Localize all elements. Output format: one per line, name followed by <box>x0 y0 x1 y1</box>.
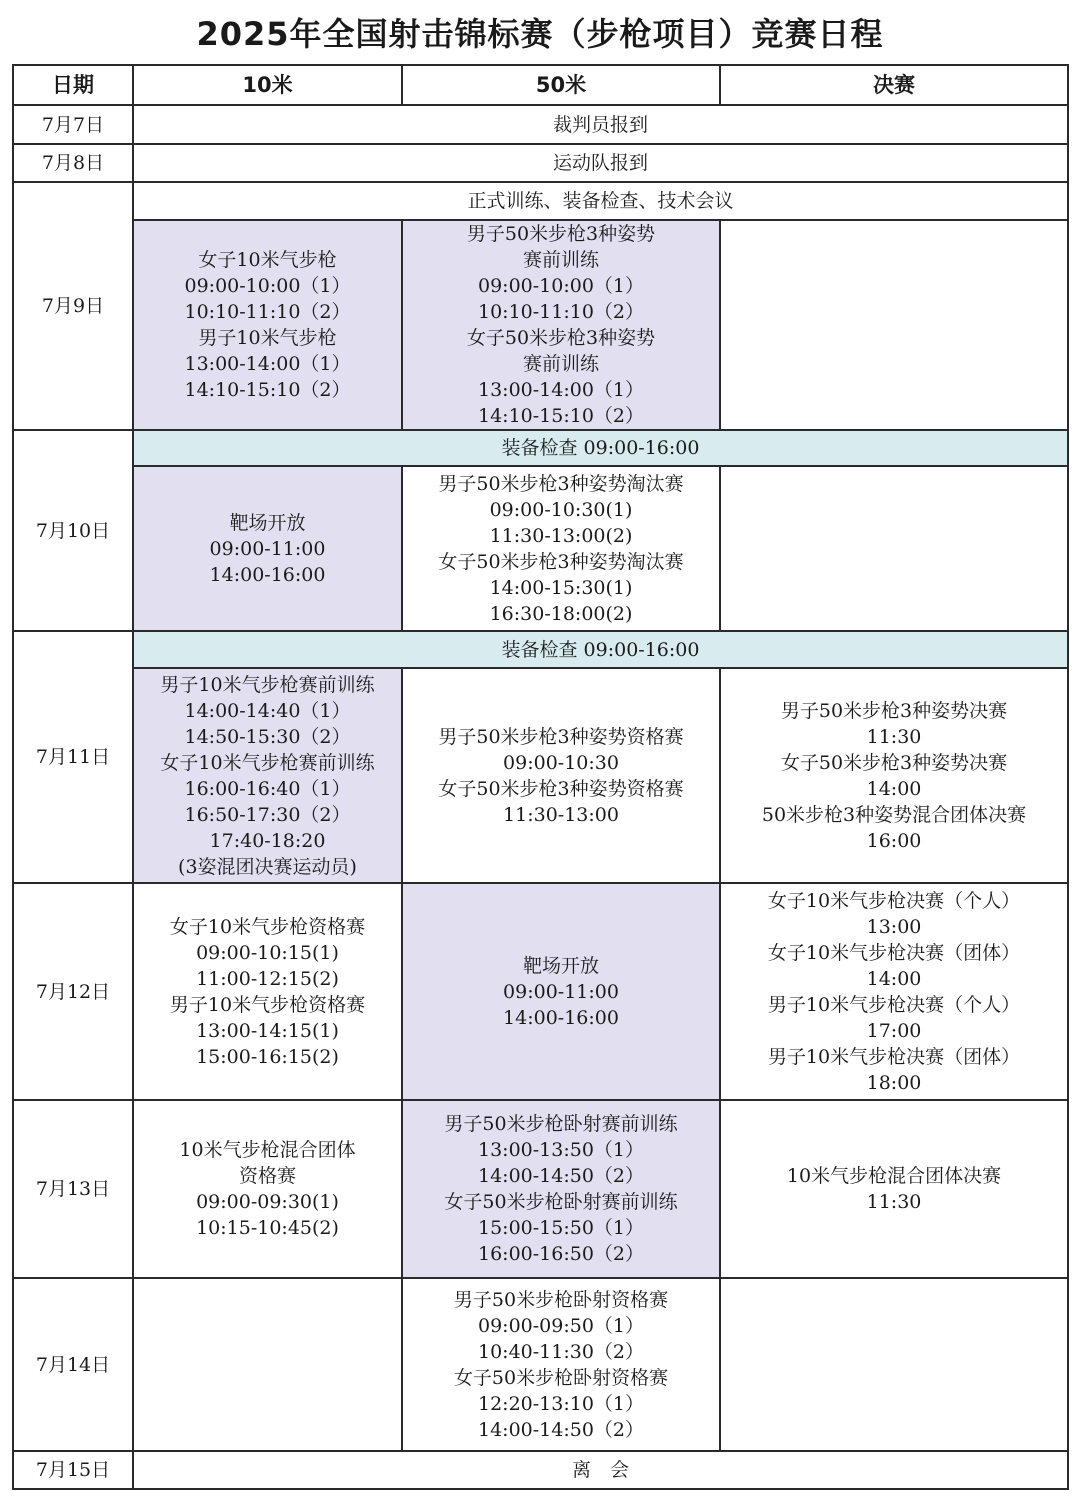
schedule-line: 14:00 <box>866 967 922 990</box>
cell-10m <box>133 466 402 631</box>
schedule-line: 10米气步枪混合团体决赛 <box>786 1165 1002 1187</box>
cell-final-empty <box>720 466 1068 631</box>
date-cell: 7月10日 <box>13 430 133 631</box>
schedule-line: 男子50米步枪3种姿势决赛 <box>780 699 1008 722</box>
date-cell: 7月11日 <box>13 631 133 883</box>
schedule-line: 女子50米步枪3种姿势 <box>466 327 656 349</box>
schedule-line: 女子50米步枪3种姿势资格赛 <box>438 777 684 800</box>
schedule-line: 10:10-11:10（2） <box>184 301 351 323</box>
header-50m: 50米 <box>402 65 720 105</box>
row-jul11-banner <box>13 631 1068 668</box>
full-width-cell: 运动队报到 <box>133 144 1068 182</box>
schedule-line: 10:15-10:45(2) <box>196 1217 339 1239</box>
schedule-line: 14:00 <box>866 777 922 800</box>
full-width-cell: 裁判员报到 <box>133 105 1068 144</box>
cell-10m <box>133 668 402 883</box>
schedule-line: 14:00-14:50（2） <box>477 1165 645 1187</box>
cell-final <box>720 668 1068 883</box>
schedule-line: 50米步枪3种姿势混合团体决赛 <box>761 803 1027 826</box>
schedule-line: 女子50米步枪3种姿势淘汰赛 <box>438 550 684 573</box>
row-jul11 <box>13 668 1068 883</box>
schedule-line: 09:00-10:00（1） <box>477 275 645 297</box>
schedule-line: 09:00-09:30(1) <box>196 1191 339 1213</box>
schedule-line: 靶场开放 <box>522 954 599 977</box>
schedule-line: 16:00-16:50（2） <box>477 1243 645 1265</box>
schedule-line: 男子50米步枪卧射赛前训练 <box>444 1113 678 1135</box>
schedule-line: 11:30-13:00(2) <box>489 524 633 547</box>
schedule-line: 男子50米步枪3种姿势资格赛 <box>438 725 684 748</box>
header-10m: 10米 <box>133 65 402 105</box>
schedule-line: 女子10米气步枪资格赛 <box>169 915 366 938</box>
schedule-line: 女子10米气步枪 <box>198 249 337 271</box>
schedule-line: 13:00-14:15(1) <box>196 1019 339 1042</box>
row-jul10-banner <box>13 430 1068 466</box>
schedule-line: (3姿混团决赛运动员) <box>178 855 357 878</box>
schedule-line: 女子10米气步枪决赛（个人） <box>767 889 1021 912</box>
cell-10m-empty <box>133 1278 402 1451</box>
schedule-line: 16:50-17:30（2） <box>184 803 351 826</box>
cell-50m <box>402 668 720 883</box>
schedule-line: 09:00-10:30(1) <box>489 498 633 521</box>
schedule-line: 14:00-16:00 <box>503 1006 619 1029</box>
schedule-line: 资格赛 <box>238 1165 296 1187</box>
schedule-line: 13:00-14:00（1） <box>184 353 351 375</box>
schedule-line: 14:00-14:50（2） <box>477 1418 645 1441</box>
schedule-line: 15:00-16:15(2) <box>196 1045 339 1068</box>
schedule-line: 13:00 <box>866 915 922 938</box>
date-cell: 7月13日 <box>13 1100 133 1278</box>
schedule-line: 14:50-15:30（2） <box>184 725 351 748</box>
cell-final-empty <box>720 1278 1068 1451</box>
schedule-line: 11:30-13:00 <box>503 803 619 826</box>
page-title: 2025年全国射击锦标赛（步枪项目）竞赛日程 <box>196 15 884 53</box>
schedule-line: 13:00-13:50（1） <box>477 1139 645 1161</box>
header-date: 日期 <box>13 65 133 105</box>
cell-10m <box>133 220 402 430</box>
cell-50m <box>402 466 720 631</box>
date-cell: 7月12日 <box>13 883 133 1100</box>
cell-10m <box>133 1100 402 1278</box>
row-jul13 <box>13 1100 1068 1278</box>
schedule-line: 12:20-13:10（1） <box>477 1392 645 1415</box>
date-cell: 7月7日 <box>13 105 133 144</box>
date-cell: 7月14日 <box>13 1278 133 1451</box>
schedule-line: 16:00 <box>866 829 922 852</box>
cell-final <box>720 883 1068 1100</box>
schedule-line: 14:00-14:40（1） <box>184 699 351 722</box>
row-jul15 <box>13 1451 1068 1489</box>
schedule-line: 11:30 <box>866 1191 922 1213</box>
full-width-cell: 离 会 <box>133 1451 1068 1489</box>
schedule-line: 男子50米步枪3种姿势 <box>466 223 656 245</box>
cell-final-empty <box>720 220 1068 430</box>
schedule-line: 女子50米步枪卧射资格赛 <box>453 1366 669 1389</box>
row-jul9-banner <box>13 182 1068 220</box>
date-cell: 7月9日 <box>13 182 133 430</box>
schedule-line: 女子50米步枪卧射赛前训练 <box>444 1191 678 1213</box>
row-jul9 <box>13 220 1068 430</box>
schedule-line: 男子10米气步枪决赛（个人） <box>767 993 1021 1016</box>
row-jul8 <box>13 144 1068 182</box>
schedule-line: 14:00-15:30(1) <box>489 576 633 599</box>
row-jul12 <box>13 883 1068 1100</box>
schedule-line: 女子10米气步枪赛前训练 <box>160 751 375 774</box>
schedule-line: 17:00 <box>866 1019 922 1042</box>
schedule-line: 16:30-18:00(2) <box>489 602 633 625</box>
row-jul7 <box>13 105 1068 144</box>
schedule-line: 11:00-12:15(2) <box>196 967 339 990</box>
schedule-line: 09:00-10:00（1） <box>184 275 351 297</box>
schedule-line: 15:00-15:50（1） <box>477 1217 645 1239</box>
cell-50m <box>402 883 720 1100</box>
schedule-line: 10:40-11:30（2） <box>477 1340 645 1363</box>
cell-50m <box>402 220 720 430</box>
cell-final <box>720 1100 1068 1278</box>
schedule-line: 10米气步枪混合团体 <box>179 1139 356 1161</box>
schedule-line: 09:00-09:50（1） <box>477 1314 645 1337</box>
date-cell: 7月8日 <box>13 144 133 182</box>
schedule-line: 11:30 <box>866 725 922 748</box>
header-final: 决赛 <box>720 65 1068 105</box>
banner-cell: 装备检查 09:00-16:00 <box>133 430 1068 466</box>
cell-10m <box>133 883 402 1100</box>
schedule-line: 赛前训练 <box>522 353 599 375</box>
schedule-line: 17:40-18:20 <box>209 829 326 852</box>
schedule-line: 09:00-10:30 <box>503 751 619 774</box>
date-cell: 7月15日 <box>13 1451 133 1489</box>
schedule-line: 09:00-11:00 <box>209 537 326 560</box>
schedule-line: 男子10米气步枪决赛（团体） <box>767 1045 1021 1068</box>
schedule-line: 男子50米步枪3种姿势淘汰赛 <box>438 472 684 495</box>
schedule-line: 13:00-14:00（1） <box>477 379 645 401</box>
schedule-line: 14:10-15:10（2） <box>184 379 351 401</box>
row-jul14 <box>13 1278 1068 1451</box>
schedule-table <box>12 64 1069 1490</box>
schedule-line: 靶场开放 <box>229 511 306 534</box>
row-jul10 <box>13 466 1068 631</box>
schedule-line: 18:00 <box>866 1071 922 1094</box>
schedule-line: 男子10米气步枪资格赛 <box>169 993 366 1016</box>
schedule-line: 10:10-11:10（2） <box>477 301 645 323</box>
schedule-line: 女子50米步枪3种姿势决赛 <box>780 751 1008 774</box>
schedule-line: 男子10米气步枪赛前训练 <box>160 673 375 696</box>
cell-50m <box>402 1278 720 1451</box>
schedule-line: 女子10米气步枪决赛（团体） <box>767 941 1021 964</box>
schedule-line: 14:10-15:10（2） <box>477 405 645 427</box>
banner-cell: 正式训练、装备检查、技术会议 <box>133 182 1068 220</box>
schedule-line: 09:00-11:00 <box>503 980 619 1003</box>
schedule-line: 男子50米步枪卧射资格赛 <box>453 1288 669 1311</box>
schedule-line: 男子10米气步枪 <box>198 327 337 349</box>
schedule-line: 赛前训练 <box>522 249 599 271</box>
cell-50m <box>402 1100 720 1278</box>
banner-cell: 装备检查 09:00-16:00 <box>133 631 1068 668</box>
schedule-line: 14:00-16:00 <box>209 563 326 586</box>
schedule-line: 09:00-10:15(1) <box>196 941 339 964</box>
schedule-line: 16:00-16:40（1） <box>184 777 351 800</box>
header-row <box>13 65 1068 105</box>
